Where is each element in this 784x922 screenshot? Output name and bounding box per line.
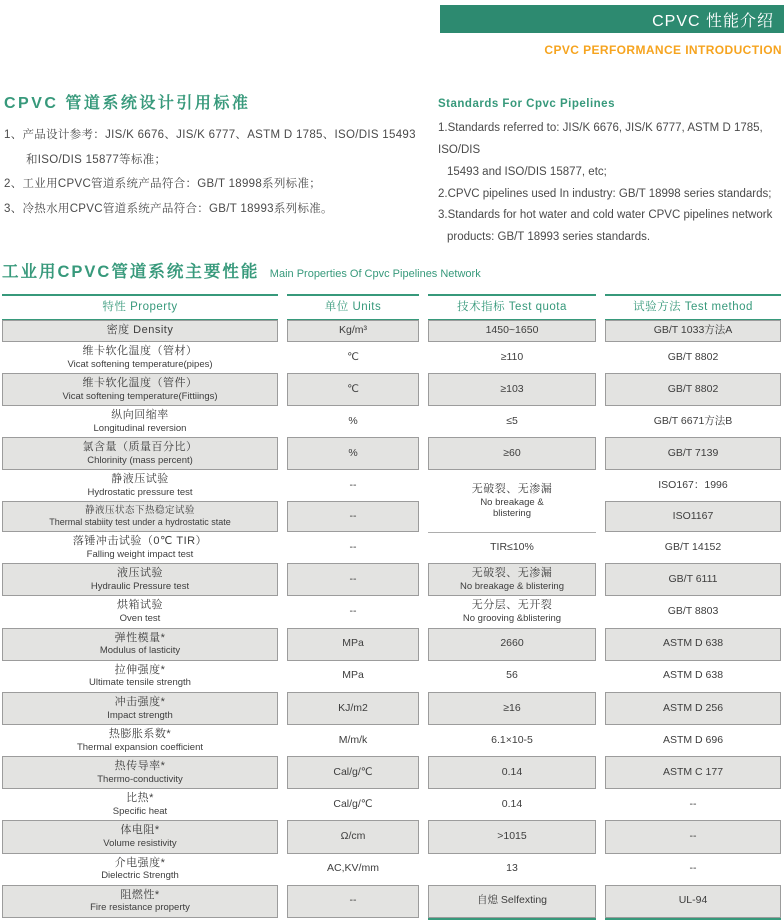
quota-line: 无破裂、无渗漏 — [471, 482, 553, 495]
method-cell — [605, 692, 781, 725]
unit-value: % — [348, 414, 358, 427]
column-header-units — [287, 294, 419, 320]
quota-cell — [428, 789, 596, 820]
method-value: ASTM C 177 — [662, 765, 724, 778]
quota-line: No breakage & blistering — [459, 581, 565, 593]
method-value: GB/T 6111 — [668, 573, 718, 586]
quota-line: No breakage & — [480, 496, 544, 508]
property-cell — [2, 373, 278, 406]
quota-cell — [428, 596, 596, 627]
page-title: CPVC 性能介绍 — [652, 12, 774, 30]
property-label-zh: 维卡软化温度（管材） — [82, 344, 198, 357]
unit-cell — [287, 661, 419, 692]
property-label-en: Thermal expansion coefficient — [76, 741, 204, 753]
standards-en-title: Standards For Cpvc Pipelines — [438, 98, 615, 110]
property-label-zh: 热膨胀系数* — [108, 727, 172, 740]
property-label-en: Hydrostatic pressure test — [87, 487, 193, 499]
property-cell — [2, 854, 278, 885]
method-cell — [605, 756, 781, 789]
quota-value: ≥110 — [500, 350, 524, 363]
method-cell — [605, 725, 781, 756]
unit-cell — [287, 342, 419, 373]
property-label-zh: 氯含量（质量百分比） — [82, 441, 198, 454]
property-label-zh: 液压试验 — [117, 567, 163, 580]
property-label-zh: 维卡软化温度（管件） — [82, 376, 198, 389]
unit-cell — [287, 820, 419, 853]
quota-cell — [428, 342, 596, 373]
unit-cell — [287, 532, 419, 563]
property-label-zh: 介电强度* — [114, 856, 166, 869]
property-label-zh: 弹性模量* — [114, 631, 166, 644]
method-cell — [605, 854, 781, 885]
property-label-en: Ultimate tensile strength — [89, 677, 191, 689]
quota-value: ≥103 — [500, 382, 524, 395]
method-value: -- — [689, 798, 697, 810]
property-label-en: Falling weight impact test — [86, 548, 194, 560]
quota-cell — [428, 532, 596, 563]
method-value: GB/T 8802 — [667, 382, 719, 395]
column-header-label: 特性 Property — [102, 301, 178, 314]
unit-value: MPa — [342, 637, 364, 650]
quota-cell — [428, 373, 596, 406]
property-label-en: Vicat softening temperature(Fittiings) — [62, 390, 218, 402]
method-cell — [605, 501, 781, 532]
property-label-zh: 纵向回缩率 — [111, 409, 169, 422]
method-value: ASTM D 696 — [662, 733, 724, 746]
property-label-en: Hydraulic Pressure test — [90, 581, 190, 593]
method-value: GB/T 1033方法A — [653, 324, 733, 337]
column-header-method — [605, 294, 781, 320]
table-title-zh: 工业用CPVC管道系统主要性能 — [2, 263, 260, 281]
quota-cell — [428, 563, 596, 596]
unit-cell — [287, 437, 419, 470]
property-label-en: Volume resistivity — [103, 838, 177, 850]
property-cell — [2, 661, 278, 692]
header-subtitle: CPVC PERFORMANCE INTRODUCTION — [544, 43, 782, 57]
column-header-quota — [428, 294, 596, 320]
method-cell — [605, 470, 781, 501]
unit-value: -- — [349, 605, 357, 618]
column-header-label: 单位 Units — [324, 301, 382, 314]
unit-cell — [287, 885, 419, 918]
method-value: GB/T 6671方法B — [653, 414, 733, 427]
unit-cell — [287, 789, 419, 820]
quota-cell — [428, 756, 596, 789]
property-label-zh: 拉伸强度* — [114, 663, 166, 676]
quota-value: 0.14 — [501, 765, 523, 778]
property-label-en: Fire resistance property — [90, 902, 190, 914]
quota-cell — [428, 885, 596, 918]
property-cell — [2, 789, 278, 820]
property-cell — [2, 563, 278, 596]
method-value: GB/T 7139 — [667, 446, 719, 459]
unit-value: -- — [349, 479, 357, 492]
table-title — [2, 258, 481, 282]
method-cell — [605, 563, 781, 596]
method-cell — [605, 885, 781, 918]
list-item: 1、产品设计参考：JIS/K 6676、JIS/K 6777、ASTM D 1785、ISO/DIS 15493 — [4, 129, 416, 141]
quota-cell — [428, 437, 596, 470]
list-item: 3.Standards for hot water and cold water CPVC pipelines network — [438, 209, 773, 222]
property-label-en: Impact strength — [107, 709, 173, 721]
property-cell — [2, 885, 278, 918]
list-item: 和ISO/DIS 15877等标准； — [26, 153, 167, 166]
method-cell — [605, 628, 781, 661]
standards-section-en — [438, 98, 784, 249]
property-label-zh: 比热* — [126, 792, 154, 805]
method-value: ASTM D 256 — [662, 701, 724, 714]
property-cell — [2, 725, 278, 756]
quota-value: 56 — [506, 669, 518, 682]
property-label-zh: 体电阻* — [120, 824, 160, 837]
list-item: products: GB/T 18993 series standards. — [447, 231, 651, 244]
list-item: 1.Standards referred to: JIS/K 6676, JIS/K 6777, ASTM D 1785, ISO/DIS — [438, 122, 763, 156]
quota-value: 0.14 — [501, 798, 523, 810]
property-label-en: Longitudinal reversion — [93, 422, 187, 434]
quota-cell — [428, 628, 596, 661]
method-value: GB/T 8802 — [667, 350, 719, 363]
method-cell — [605, 532, 781, 563]
property-cell — [2, 596, 278, 627]
property-label-en: Dielectric Strength — [101, 870, 179, 882]
unit-value: -- — [349, 540, 357, 553]
property-label-zh: 落锤冲击试验（0℃ TIR） — [72, 535, 208, 548]
unit-cell — [287, 563, 419, 596]
unit-value: % — [348, 446, 358, 459]
unit-value: -- — [349, 573, 357, 586]
property-label-en: Oven test — [119, 613, 161, 625]
quota-value: 6.1×10-5 — [491, 733, 533, 746]
method-cell — [605, 789, 781, 820]
method-cell — [605, 820, 781, 853]
property-cell — [2, 628, 278, 661]
property-label: 密度 Density — [106, 324, 174, 336]
column-header-label: 试验方法 Test method — [633, 301, 753, 314]
header-banner — [440, 5, 784, 33]
property-label-zh: 静液压试验 — [111, 473, 169, 486]
property-cell — [2, 756, 278, 789]
quota-value: ≤5 — [506, 414, 518, 427]
method-value: UL-94 — [678, 894, 708, 907]
table-title-en: Main Properties Of Cpvc Pipelines Network — [269, 268, 481, 280]
unit-value: M/m/k — [338, 733, 368, 746]
unit-value: -- — [349, 509, 357, 522]
property-cell — [2, 820, 278, 853]
quota-value: >1015 — [497, 830, 527, 843]
quota-cell — [428, 692, 596, 725]
list-item: 3、冷热水用CPVC管道系统产品符合：GB/T 18993系列标准。 — [4, 203, 333, 216]
property-label-zh: 烘箱试验 — [117, 599, 163, 612]
unit-value: Cal/g/℃ — [333, 798, 373, 810]
quota-cell — [428, 661, 596, 692]
quota-value: ≥16 — [503, 701, 521, 714]
unit-value: ℃ — [347, 382, 359, 395]
unit-cell — [287, 628, 419, 661]
property-cell — [2, 501, 278, 532]
method-cell — [605, 373, 781, 406]
standards-zh-list — [4, 123, 428, 222]
unit-cell — [287, 854, 419, 885]
property-label-en: Thermo-conductivity — [97, 773, 183, 785]
method-value: ISO1167 — [672, 509, 714, 522]
properties-table — [2, 294, 782, 918]
standards-en-list — [438, 118, 784, 249]
property-label-en: Thermal stabiity test under a hydrostatic state — [49, 517, 231, 528]
standards-section-zh — [4, 90, 428, 222]
property-label-zh: 阻燃性* — [120, 888, 160, 901]
method-cell — [605, 437, 781, 470]
quota-cell — [428, 320, 596, 342]
unit-cell — [287, 692, 419, 725]
unit-cell — [287, 406, 419, 437]
quota-cell — [428, 470, 596, 532]
property-cell — [2, 470, 278, 501]
property-cell — [2, 320, 278, 342]
unit-cell — [287, 373, 419, 406]
quota-cell — [428, 820, 596, 853]
method-cell — [605, 342, 781, 373]
quota-value: ≥60 — [503, 446, 521, 459]
quota-line: No grooving &blistering — [462, 613, 562, 625]
quota-value: 2660 — [500, 637, 524, 650]
property-label-zh: 热传导率* — [114, 760, 166, 773]
method-value: GB/T 8803 — [667, 605, 719, 618]
quota-value: 自熄 Selfexting — [476, 894, 548, 907]
method-value: ISO167：1996 — [658, 479, 728, 492]
unit-value: Kg/m³ — [338, 324, 367, 337]
property-cell — [2, 532, 278, 563]
column-header-label: 技术指标 Test quota — [457, 301, 567, 314]
property-label-en: Vicat softening temperature(pipes) — [67, 358, 213, 370]
method-cell — [605, 596, 781, 627]
list-item: 15493 and ISO/DIS 15877, etc; — [447, 165, 607, 178]
quota-line: blistering — [492, 508, 532, 520]
property-cell — [2, 692, 278, 725]
unit-value: MPa — [342, 669, 364, 682]
unit-cell — [287, 320, 419, 342]
unit-value: Cal/g/℃ — [333, 765, 373, 778]
method-cell — [605, 406, 781, 437]
list-item: 2.CPVC pipelines used In industry: GB/T 18998 series standards; — [438, 187, 772, 200]
property-cell — [2, 437, 278, 470]
unit-value: AC,KV/mm — [327, 862, 379, 875]
list-item: 2、工业用CPVC管道系统产品符合：GB/T 18998系列标准； — [4, 178, 322, 191]
unit-value: -- — [349, 894, 357, 907]
standards-zh-title: CPVC 管道系统设计引用标准 — [4, 95, 251, 112]
property-label-zh: 冲击强度* — [114, 695, 166, 708]
unit-value: ℃ — [347, 350, 359, 363]
quota-value: 1450~1650 — [485, 324, 539, 337]
unit-cell — [287, 725, 419, 756]
column-header-property — [2, 294, 278, 320]
quota-line: 无分层、无开裂 — [471, 599, 553, 612]
property-label-zh: 静液压状态下热稳定试验 — [84, 505, 195, 517]
quota-value: TIR≤10% — [490, 541, 534, 554]
quota-cell — [428, 725, 596, 756]
property-label-en: Specific heat — [112, 806, 168, 817]
method-cell — [605, 320, 781, 342]
unit-cell — [287, 470, 419, 501]
method-value: ASTM D 638 — [662, 669, 724, 682]
method-value: ASTM D 638 — [662, 637, 724, 650]
quota-cell — [428, 406, 596, 437]
quota-cell — [428, 854, 596, 885]
method-value: GB/T 14152 — [664, 540, 722, 553]
property-label-en: Chlorinity (mass percent) — [87, 454, 193, 466]
method-cell — [605, 661, 781, 692]
unit-cell — [287, 596, 419, 627]
method-value: -- — [689, 862, 697, 875]
unit-cell — [287, 756, 419, 789]
property-cell — [2, 342, 278, 373]
quota-value: 13 — [506, 862, 518, 875]
quota-line: 无破裂、无渗漏 — [471, 567, 553, 580]
property-label-en: Modulus of lasticity — [99, 645, 181, 657]
unit-value: Ω/cm — [340, 830, 366, 843]
property-cell — [2, 406, 278, 437]
method-value: -- — [689, 830, 697, 843]
unit-cell — [287, 501, 419, 532]
unit-value: KJ/m2 — [338, 701, 368, 714]
